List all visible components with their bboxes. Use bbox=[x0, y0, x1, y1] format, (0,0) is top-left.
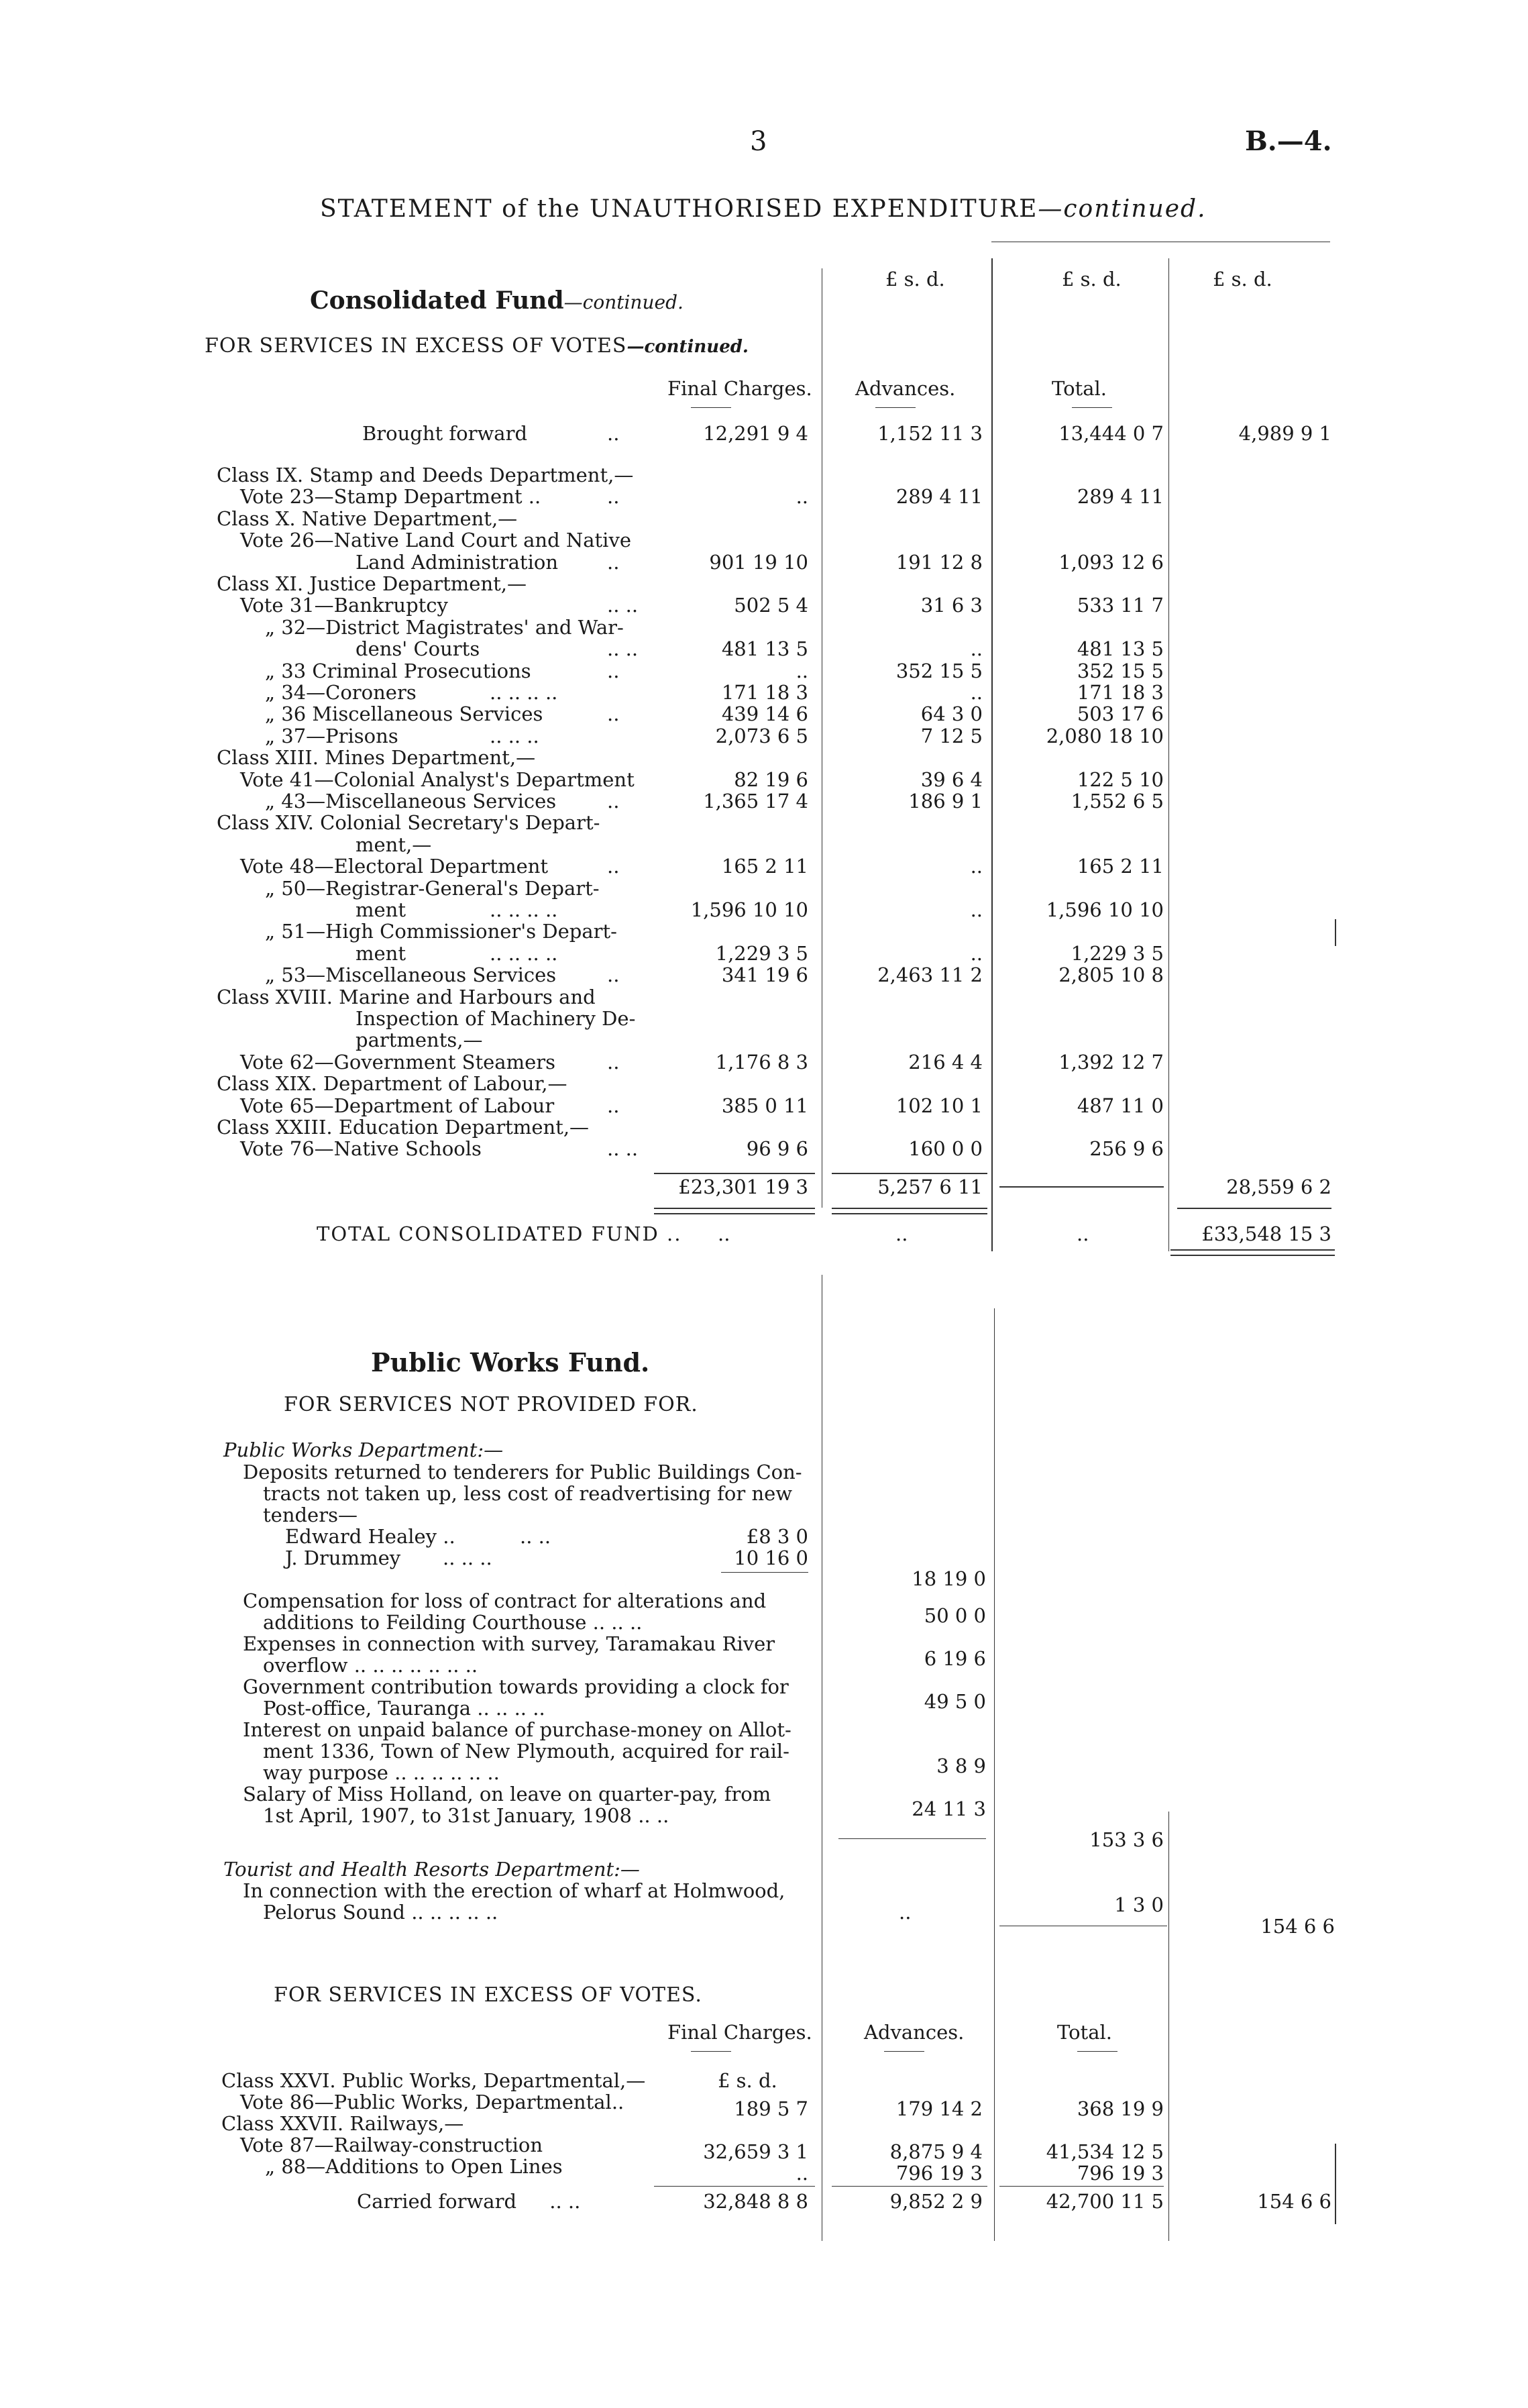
row-label: Class XIII. Mines Department,— bbox=[217, 746, 536, 770]
leader: .. .. .. bbox=[443, 1547, 492, 1569]
carried-forward-label bbox=[357, 2191, 580, 2212]
cell-total: 368 19 9 bbox=[1077, 2097, 1164, 2120]
tourist-dots: .. bbox=[899, 1901, 912, 1924]
cell-total: 796 19 3 bbox=[1077, 2162, 1164, 2185]
pw-item-line: ment 1336, Town of New Plymouth, acquired for rail- bbox=[263, 1740, 789, 1763]
cell-final-charges: 1,176 8 3 bbox=[715, 1050, 808, 1074]
row-label: partments,— bbox=[356, 1029, 483, 1052]
consolidated-subheading-cont: —continued. bbox=[626, 337, 749, 357]
leader: .. .. .. .. bbox=[490, 941, 558, 965]
cell-total: 1,596 10 10 bbox=[1046, 898, 1164, 921]
carried-grand: 154 6 6 bbox=[1257, 2190, 1331, 2213]
pw-item-line: Expenses in connection with survey, Taramakau River bbox=[243, 1632, 775, 1655]
rule bbox=[1170, 1255, 1335, 1256]
pw-item-line: Government contribution towards providing a clock for bbox=[243, 1675, 789, 1698]
tourist-label: Tourist and Health Resorts Department:— bbox=[223, 1858, 640, 1881]
carried-advances: 9,852 2 9 bbox=[889, 2190, 983, 2213]
consolidated-subheading bbox=[205, 335, 749, 358]
underline bbox=[884, 2051, 924, 2052]
page-number: 3 bbox=[750, 126, 767, 157]
underline bbox=[691, 407, 731, 408]
cell-advances: 289 4 11 bbox=[895, 485, 983, 509]
row-label: Vote 86—Public Works, Departmental.. bbox=[240, 2091, 624, 2113]
total-consolidated-adv-dots: .. bbox=[895, 1222, 908, 1245]
row-label: ment,— bbox=[356, 833, 432, 856]
leader: .. bbox=[607, 550, 620, 574]
cell-final-charges: 341 19 6 bbox=[721, 963, 808, 987]
cell-final-charges: 1,596 10 10 bbox=[690, 898, 808, 921]
underline bbox=[1072, 407, 1112, 408]
cell-total: 165 2 11 bbox=[1077, 855, 1164, 878]
pw-item-line: 1st April, 1907, to 31st January, 1908 .. .. bbox=[263, 1804, 669, 1827]
row-label: Inspection of Machinery De- bbox=[356, 1007, 636, 1030]
row-label: Brought forward bbox=[362, 422, 528, 445]
cell-final-charges: 189 5 7 bbox=[734, 2097, 808, 2120]
cell-total: 2,080 18 10 bbox=[1046, 724, 1164, 747]
cell-advances: .. bbox=[970, 855, 983, 878]
page-title bbox=[320, 195, 1207, 223]
cell-total: 1,392 12 7 bbox=[1058, 1050, 1164, 1074]
rule bbox=[999, 2186, 1164, 2187]
pw-item-line: Post-office, Tauranga .. .. .. .. bbox=[263, 1697, 545, 1720]
consolidated-subheading-text: FOR SERVICES IN EXCESS OF VOTES bbox=[205, 334, 627, 358]
row-label: Vote 41—Colonial Analyst's Department bbox=[240, 768, 635, 791]
row-label: „ 32—District Magistrates' and War- bbox=[265, 615, 624, 639]
column-rule bbox=[991, 258, 993, 1251]
cell-advances: 102 10 1 bbox=[895, 1094, 983, 1117]
row-label: Class XXVII. Railways,— bbox=[221, 2112, 464, 2135]
cell-total: 41,534 12 5 bbox=[1046, 2140, 1164, 2163]
row-label: Class IX. Stamp and Deeds Department,— bbox=[217, 464, 634, 486]
leader: .. bbox=[607, 1094, 620, 1117]
consolidated-heading bbox=[310, 286, 684, 315]
total-consolidated-total-dots: .. bbox=[1077, 1222, 1089, 1245]
cell-final-charges: 32,659 3 1 bbox=[703, 2140, 808, 2163]
column-rule bbox=[1168, 258, 1169, 1251]
leader: .. .. bbox=[607, 594, 639, 617]
currency-header-grand: £ s. d. bbox=[1213, 268, 1272, 291]
cell-final-charges: 96 9 6 bbox=[746, 1137, 808, 1161]
cell-final-charges: 1,365 17 4 bbox=[703, 790, 808, 813]
leader: .. bbox=[607, 702, 620, 726]
cell-total: 289 4 11 bbox=[1077, 485, 1164, 509]
leader: .. .. .. .. bbox=[490, 898, 558, 921]
tenderer-name: Edward Healey .. bbox=[285, 1525, 455, 1548]
row-label: Class XXVI. Public Works, Departmental,— bbox=[221, 2069, 646, 2092]
public-works-heading: Public Works Fund. bbox=[371, 1347, 650, 1377]
cell-final-charges: .. bbox=[796, 659, 808, 682]
np-grand-total: 154 6 6 bbox=[1260, 1915, 1335, 1938]
rule bbox=[654, 2186, 815, 2187]
cell-final-charges: 165 2 11 bbox=[721, 855, 808, 878]
cell-advances: .. bbox=[970, 898, 983, 921]
leader: .. bbox=[666, 1222, 682, 1245]
row-label: Class X. Native Department,— bbox=[217, 507, 518, 530]
cell-advances: 186 9 1 bbox=[908, 790, 983, 813]
pw-item-amount: 50 0 0 bbox=[924, 1604, 986, 1627]
cell-advances: 8,875 9 4 bbox=[889, 2140, 983, 2163]
row-label: dens' Courts bbox=[356, 637, 480, 661]
row-label: „ 34—Coroners bbox=[265, 681, 417, 704]
pw-item-line: additions to Feilding Courthouse .. .. .. bbox=[263, 1611, 643, 1634]
rule bbox=[832, 1208, 987, 1209]
row-label: Class XXIII. Education Department,— bbox=[217, 1116, 590, 1139]
cell-total: 481 13 5 bbox=[1077, 637, 1164, 661]
pw-item-amount: 24 11 3 bbox=[912, 1797, 986, 1820]
leader: .. .. .. .. bbox=[490, 681, 558, 704]
row-label: „ 36 Miscellaneous Services bbox=[265, 702, 543, 726]
total-consolidated-text: TOTAL CONSOLIDATED FUND bbox=[317, 1222, 659, 1245]
cell-advances: .. bbox=[970, 637, 983, 661]
underline bbox=[1077, 2051, 1117, 2052]
cell-total: 1,093 12 6 bbox=[1058, 550, 1164, 574]
cell-advances: 191 12 8 bbox=[895, 550, 983, 574]
cell-total: 533 11 7 bbox=[1077, 594, 1164, 617]
row-label: Class XVIII. Marine and Harbours and bbox=[217, 985, 596, 1008]
row-label: „ 53—Miscellaneous Services bbox=[265, 963, 557, 987]
cell-advances: 216 4 4 bbox=[908, 1050, 983, 1074]
public-works-np-subheading: FOR SERVICES NOT PROVIDED FOR. bbox=[284, 1393, 698, 1416]
pw-item-line: overflow .. .. .. .. .. .. .. bbox=[263, 1654, 478, 1677]
leader: .. bbox=[607, 1050, 620, 1074]
cell-advances: .. bbox=[970, 941, 983, 965]
cell-total: 13,444 0 7 bbox=[1058, 422, 1164, 445]
pw-item-amount: 49 5 0 bbox=[924, 1690, 986, 1713]
row-label: Vote 87—Railway-construction bbox=[240, 2134, 543, 2156]
cell-final-charges: 12,291 9 4 bbox=[703, 422, 808, 445]
row-label: „ 51—High Commissioner's Depart- bbox=[265, 920, 617, 943]
row-label: ment bbox=[356, 941, 406, 965]
carried-final: 32,848 8 8 bbox=[703, 2190, 808, 2213]
carried-total: 42,700 11 5 bbox=[1046, 2190, 1164, 2213]
leader: .. .. bbox=[607, 1137, 639, 1161]
column-rule bbox=[1168, 1812, 1169, 2241]
row-label: Vote 23—Stamp Department .. bbox=[240, 485, 541, 509]
pw-currency-header: £ s. d. bbox=[718, 2069, 777, 2092]
cell-advances: 2,463 11 2 bbox=[877, 963, 983, 987]
leader: .. bbox=[607, 485, 620, 509]
column-rule bbox=[1335, 2144, 1336, 2224]
row-label: Vote 62—Government Steamers bbox=[240, 1050, 555, 1074]
cell-final-charges: 502 5 4 bbox=[734, 594, 808, 617]
cell-final-charges: .. bbox=[796, 485, 808, 509]
cell-total: 122 5 10 bbox=[1077, 768, 1164, 791]
cell-final-charges: 385 0 11 bbox=[721, 1094, 808, 1117]
column-rule bbox=[994, 1308, 995, 2241]
row-label: Class XIX. Department of Labour,— bbox=[217, 1072, 567, 1096]
row-label: Land Administration bbox=[356, 550, 558, 574]
page-title-cont: —continued. bbox=[1038, 195, 1207, 223]
pw-item-line: Salary of Miss Holland, on leave on quarter-pay, from bbox=[243, 1783, 771, 1805]
cell-total: 256 9 6 bbox=[1089, 1137, 1164, 1161]
cell-final-charges: 171 18 3 bbox=[721, 681, 808, 704]
row-label: „ 43—Miscellaneous Services bbox=[265, 790, 557, 813]
rule bbox=[838, 1838, 986, 1839]
col-final-charges: Final Charges. bbox=[667, 377, 812, 400]
tenderer-amount: 10 16 0 bbox=[734, 1547, 808, 1569]
leader: .. .. .. bbox=[490, 724, 539, 747]
leader: .. bbox=[607, 422, 620, 445]
subtotal-grand: 28,559 6 2 bbox=[1226, 1175, 1331, 1198]
rule bbox=[999, 1186, 1164, 1188]
currency-header-total: £ s. d. bbox=[1062, 268, 1122, 291]
cell-advances: 179 14 2 bbox=[895, 2097, 983, 2120]
tenderer-amount: £8 3 0 bbox=[746, 1525, 808, 1548]
rule bbox=[654, 1208, 815, 1209]
leader: .. .. bbox=[549, 2190, 581, 2213]
row-label: Vote 65—Department of Labour bbox=[240, 1094, 555, 1117]
cell-final-charges: 2,073 6 5 bbox=[715, 724, 808, 747]
rule bbox=[721, 1572, 808, 1573]
row-label: Vote 76—Native Schools bbox=[240, 1137, 482, 1161]
leader: .. bbox=[607, 963, 620, 987]
leader: .. bbox=[607, 855, 620, 878]
pw-col-advances: Advances. bbox=[864, 2021, 965, 2044]
total-consolidated-label bbox=[317, 1223, 681, 1245]
cell-final-charges: 82 19 6 bbox=[734, 768, 808, 791]
cell-final-charges: 481 13 5 bbox=[721, 637, 808, 661]
leader: .. .. bbox=[607, 637, 639, 661]
row-label: „ 33 Criminal Prosecutions bbox=[265, 659, 531, 682]
cell-final-charges: 901 19 10 bbox=[709, 550, 808, 574]
cell-advances: 352 15 5 bbox=[895, 659, 983, 682]
cell-advances: .. bbox=[970, 681, 983, 704]
cell-total: 352 15 5 bbox=[1077, 659, 1164, 682]
deposits-total: 18 19 0 bbox=[912, 1567, 986, 1590]
pw-item-amount: 6 19 6 bbox=[924, 1647, 986, 1670]
page-title-main: STATEMENT of the UNAUTHORISED EXPENDITURE bbox=[320, 195, 1038, 223]
row-label: „ 50—Registrar-General's Depart- bbox=[265, 876, 600, 900]
rule bbox=[654, 1213, 815, 1214]
row-label: Vote 26—Native Land Court and Native bbox=[240, 529, 631, 552]
cell-total: 171 18 3 bbox=[1077, 681, 1164, 704]
row-label: ment bbox=[356, 898, 406, 921]
column-rule bbox=[1335, 919, 1336, 946]
cell-total: 503 17 6 bbox=[1077, 702, 1164, 726]
rule bbox=[1177, 1208, 1331, 1209]
leader: .. bbox=[607, 659, 620, 682]
cell-advances: 796 19 3 bbox=[895, 2162, 983, 2185]
pw-item-line: way purpose .. .. .. .. .. .. bbox=[263, 1761, 500, 1784]
subtotal-final: £23,301 19 3 bbox=[678, 1175, 808, 1198]
rule bbox=[832, 1173, 987, 1174]
cell-advances: 160 0 0 bbox=[908, 1137, 983, 1161]
col-advances: Advances. bbox=[855, 377, 956, 400]
tenderer-name: J. Drummey bbox=[285, 1547, 401, 1569]
consolidated-heading-text: Consolidated Fund bbox=[310, 286, 564, 315]
pw-item-line: Interest on unpaid balance of purchase-money on Allot- bbox=[243, 1718, 792, 1741]
pw-dept-total: 153 3 6 bbox=[1089, 1828, 1164, 1851]
tourist-total: 1 3 0 bbox=[1114, 1893, 1164, 1916]
cell-total: 1,229 3 5 bbox=[1071, 941, 1164, 965]
col-total: Total. bbox=[1052, 377, 1107, 400]
rule bbox=[832, 2186, 987, 2187]
underline bbox=[875, 407, 916, 408]
pw-col-final: Final Charges. bbox=[667, 2021, 812, 2044]
carried-forward-text: Carried forward bbox=[357, 2190, 517, 2213]
row-label: „ 37—Prisons bbox=[265, 724, 398, 747]
leader: .. bbox=[607, 790, 620, 813]
cell-advances: 7 12 5 bbox=[920, 724, 983, 747]
subtotal-advances: 5,257 6 11 bbox=[877, 1175, 983, 1198]
deposits-line-2: tracts not taken up, less cost of readvertising for new bbox=[263, 1482, 793, 1505]
cell-final-charges: 1,229 3 5 bbox=[715, 941, 808, 965]
cell-advances: 64 3 0 bbox=[920, 702, 983, 726]
cell-final-charges: 439 14 6 bbox=[721, 702, 808, 726]
page-code: B.—4. bbox=[1245, 125, 1332, 157]
tourist-line-2: Pelorus Sound .. .. .. .. .. bbox=[263, 1901, 498, 1924]
underline bbox=[691, 2051, 731, 2052]
cell-advances: 31 6 3 bbox=[920, 594, 983, 617]
row-label: Vote 48—Electoral Department bbox=[240, 855, 549, 878]
total-consolidated-value: £33,548 15 3 bbox=[1201, 1222, 1331, 1245]
rule bbox=[1170, 1249, 1335, 1251]
cell-final-charges: .. bbox=[796, 2162, 808, 2185]
currency-header-advances: £ s. d. bbox=[885, 268, 945, 291]
leader: .. .. bbox=[520, 1525, 551, 1548]
cell-total: 2,805 10 8 bbox=[1058, 963, 1164, 987]
row-label: Class XIV. Colonial Secretary's Depart- bbox=[217, 811, 600, 835]
cell-advances: 39 6 4 bbox=[920, 768, 983, 791]
deposits-line-1: Deposits returned to tenderers for Public Buildings Con- bbox=[243, 1461, 802, 1483]
pw-dept-label: Public Works Department:— bbox=[223, 1438, 504, 1461]
cell-total: 1,552 6 5 bbox=[1071, 790, 1164, 813]
tourist-line-1: In connection with the erection of wharf at Holmwood, bbox=[243, 1879, 785, 1902]
public-works-ex-subheading: FOR SERVICES IN EXCESS OF VOTES. bbox=[274, 1983, 702, 2007]
consolidated-heading-cont: —continued. bbox=[563, 291, 684, 313]
row-label: „ 88—Additions to Open Lines bbox=[265, 2155, 563, 2178]
pw-col-total: Total. bbox=[1057, 2021, 1112, 2044]
rule bbox=[654, 1173, 815, 1174]
cell-grand: 4,989 9 1 bbox=[1238, 422, 1331, 445]
row-label: Vote 31—Bankruptcy bbox=[240, 594, 448, 617]
cell-total: 487 11 0 bbox=[1077, 1094, 1164, 1117]
rule bbox=[832, 1213, 987, 1214]
pw-item-amount: 3 8 9 bbox=[936, 1755, 986, 1777]
total-consolidated-final-dots: .. bbox=[718, 1222, 730, 1245]
deposits-line-3: tenders— bbox=[263, 1504, 358, 1526]
cell-advances: 1,152 11 3 bbox=[877, 422, 983, 445]
row-label: Class XI. Justice Department,— bbox=[217, 572, 527, 595]
pw-item-line: Compensation for loss of contract for alterations and bbox=[243, 1589, 767, 1612]
